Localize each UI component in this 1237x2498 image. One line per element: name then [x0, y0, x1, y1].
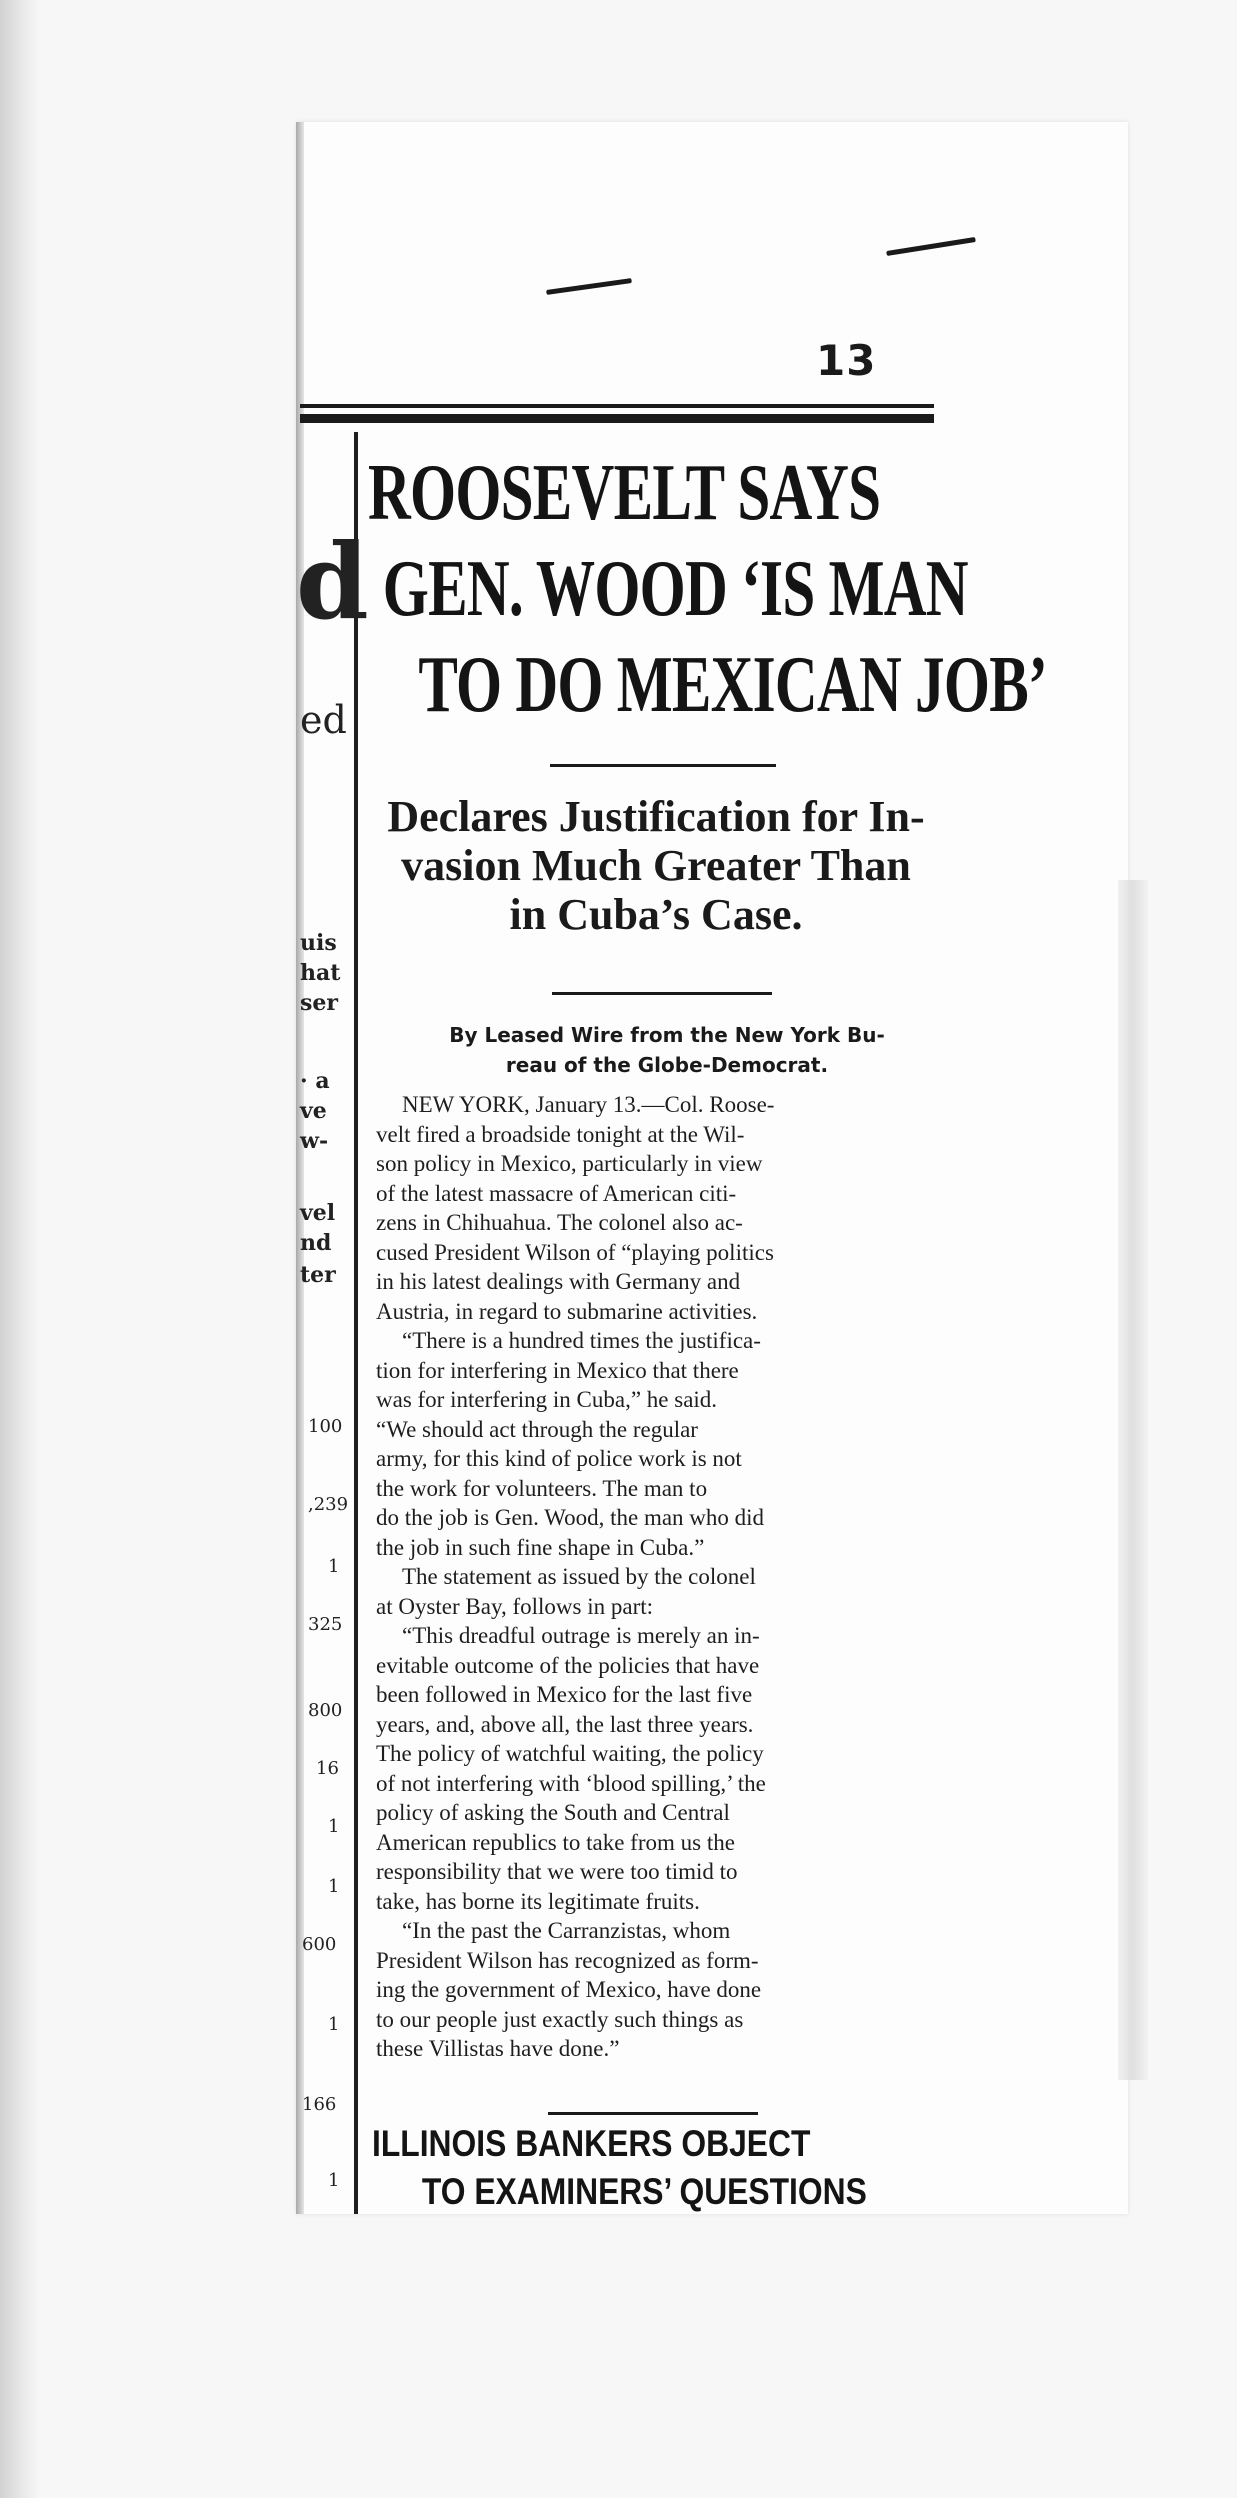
- left-column-fragment-text: ve: [300, 1098, 327, 1124]
- body-line: velt fired a broadside tonight at the Wil-: [376, 1121, 745, 1147]
- article-body: [376, 1090, 960, 2064]
- body-line: tion for interfering in Mexico that there: [376, 1357, 739, 1383]
- left-column-fragment-number: 1: [328, 2170, 340, 2191]
- body-line: The policy of watchful waiting, the policy: [376, 1741, 764, 1766]
- headline-line: ILLINOIS BANKERS OBJECT: [372, 2123, 811, 2164]
- body-line: been followed in Mexico for the last five: [376, 1682, 753, 1707]
- body-line: at Oyster Bay, follows in part:: [376, 1593, 654, 1619]
- byline-line: By Leased Wire from the New York Bu-: [449, 1023, 885, 1047]
- article-subhead: [364, 792, 948, 939]
- subhead-line: Declares Justification for In-: [387, 792, 925, 841]
- left-column-fragment-number: ,239: [308, 1494, 349, 1515]
- body-line: of the latest massacre of American citi-: [376, 1180, 737, 1206]
- body-line: American republics to take from us the: [376, 1829, 735, 1855]
- page-number: 13: [816, 336, 877, 385]
- body-line: President Wilson has recognized as form-: [376, 1947, 759, 1973]
- left-column-fragment-text: w-: [300, 1128, 329, 1154]
- column-divider: [354, 432, 358, 2214]
- left-column-fragment-number: 600: [302, 1934, 337, 1955]
- left-column-fragment-number: 166: [302, 2094, 337, 2115]
- header-rule-thick: [300, 414, 934, 423]
- left-column-fragment-number: 1: [328, 1876, 340, 1897]
- next-article-headline: [372, 2120, 888, 2216]
- left-column-fragment-text: hat: [300, 960, 341, 986]
- body-line: son policy in Mexico, particularly in view: [376, 1151, 763, 1176]
- left-column-fragment-text: vel: [300, 1200, 336, 1226]
- headline-line: GEN. WOOD ‘IS MAN: [382, 545, 968, 633]
- section-rule: [552, 992, 772, 995]
- left-column-fragment-word: ed: [300, 698, 347, 742]
- body-line: to our people just exactly such things as: [376, 2006, 744, 2032]
- body-line: these Villistas have done.”: [376, 2036, 620, 2061]
- body-line: do the job is Gen. Wood, the man who did: [376, 1505, 765, 1530]
- clipping-right-shadow: [1118, 880, 1148, 2080]
- left-column-fragment-number: 800: [308, 1700, 343, 1721]
- section-rule: [548, 2112, 758, 2115]
- left-column-fragment-text: ser: [300, 990, 338, 1016]
- section-rule: [550, 764, 776, 767]
- scan-left-edge: [0, 0, 40, 2498]
- article-byline: [372, 1020, 962, 1080]
- subhead-line: vasion Much Greater Than: [401, 841, 911, 890]
- byline-line: reau of the Globe-Democrat.: [505, 1053, 829, 1077]
- body-line: “In the past the Carranzistas, whom: [402, 1918, 731, 1943]
- body-line: years, and, above all, the last three years.: [376, 1711, 754, 1737]
- body-line: in his latest dealings with Germany and: [376, 1269, 741, 1294]
- headline-line: ROOSEVELT SAYS: [368, 449, 881, 537]
- left-column-fragment-text: ter: [300, 1262, 336, 1288]
- body-line: take, has borne its legitimate fruits.: [376, 1888, 700, 1914]
- body-line: cused President Wilson of “playing politics: [376, 1239, 774, 1265]
- body-line: was for interfering in Cuba,” he said.: [376, 1387, 718, 1412]
- body-line: “This dreadful outrage is merely an in-: [402, 1623, 760, 1648]
- body-line: The statement as issued by the colonel: [402, 1564, 756, 1589]
- body-line: policy of asking the South and Central: [376, 1800, 730, 1825]
- body-line: evitable outcome of the policies that have: [376, 1652, 760, 1678]
- left-column-fragment-number: 100: [308, 1416, 343, 1437]
- clipping-left-shadow: [296, 122, 304, 2214]
- body-line: responsibility that we were too timid to: [376, 1859, 738, 1884]
- left-column-fragment-number: 1: [328, 1556, 340, 1577]
- left-column-fragment-number: 16: [316, 1758, 339, 1779]
- left-column-fragment-number: 325: [308, 1614, 343, 1635]
- left-column-fragment-number: 1: [328, 2014, 340, 2035]
- body-line: zens in Chihuahua. The colonel also ac-: [376, 1210, 743, 1235]
- left-column-fragment-text: uis: [300, 930, 337, 956]
- header-rule-thin: [300, 404, 934, 408]
- body-line: Austria, in regard to submarine activities.: [376, 1298, 758, 1324]
- body-line: the work for volunteers. The man to: [376, 1475, 708, 1501]
- body-line: of not interfering with ‘blood spilling,’ the: [376, 1770, 766, 1796]
- body-line: ing the government of Mexico, have done: [376, 1977, 762, 2002]
- left-column-fragment-number: 1: [328, 1816, 340, 1837]
- headline-line: TO EXAMINERS’ QUESTIONS: [421, 2171, 867, 2212]
- subhead-line: in Cuba’s Case.: [509, 890, 803, 939]
- body-line: army, for this kind of police work is not: [376, 1446, 742, 1471]
- left-column-fragment-text: nd: [300, 1230, 332, 1256]
- body-line: “We should act through the regular: [376, 1416, 698, 1442]
- body-line: NEW YORK, January 13.—Col. Roose-: [402, 1092, 775, 1117]
- body-line: “There is a hundred times the justifica-: [402, 1328, 761, 1353]
- article-headline: [368, 445, 1047, 733]
- left-column-fragment-letter: d: [296, 520, 369, 643]
- left-column-fragment-text: · a: [300, 1068, 330, 1094]
- body-line: the job in such fine shape in Cuba.”: [376, 1534, 705, 1560]
- headline-line: TO DO MEXICAN JOB’: [418, 641, 1047, 729]
